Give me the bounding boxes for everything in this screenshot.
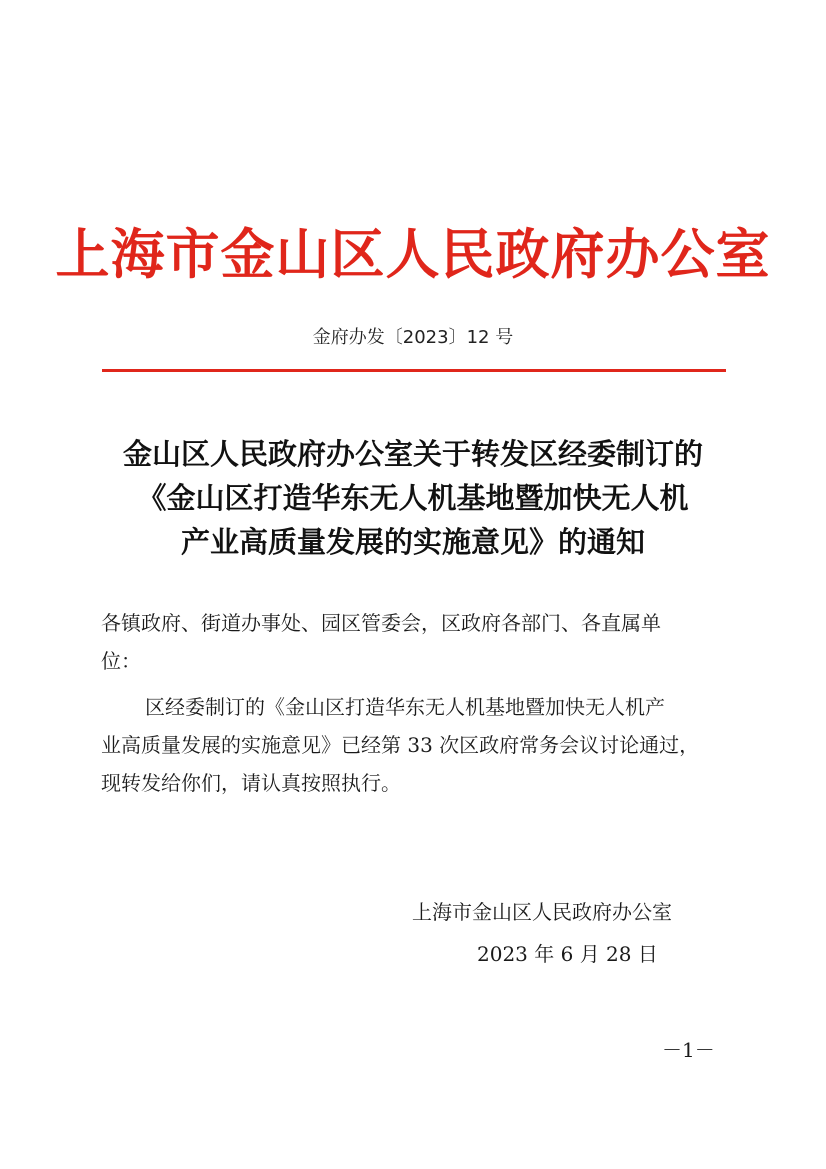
addressee-line-1: 各镇政府、街道办事处、园区管委会，区政府各部门、各直属单 bbox=[101, 611, 661, 635]
body-line-1: 区经委制订的《金山区打造华东无人机基地暨加快无人机产 bbox=[145, 695, 665, 719]
signature-issuer: 上海市金山区人民政府办公室 bbox=[412, 900, 672, 924]
body-line-2: 业高质量发展的实施意见》已经第 33 次区政府常务会议讨论通过， bbox=[101, 733, 700, 757]
red-divider-line bbox=[102, 369, 726, 372]
addressee-block bbox=[101, 604, 725, 680]
document-number: 金府办发〔2023〕12 号 bbox=[312, 327, 514, 348]
body-line-3: 现转发给你们，请认真按照执行。 bbox=[101, 771, 401, 795]
issuer-heading: 上海市金山区人民政府办公室 bbox=[55, 222, 771, 286]
title-line-2: 《金山区打造华东无人机基地暨加快无人机 bbox=[137, 481, 689, 515]
body-paragraph bbox=[101, 688, 725, 802]
title-line-3: 产业高质量发展的实施意见》的通知 bbox=[180, 525, 645, 559]
page-number: －1－ bbox=[662, 1038, 715, 1062]
addressee-line-2: 位： bbox=[101, 649, 141, 673]
document-title bbox=[60, 432, 766, 564]
signature-date: 2023 年 6 月 28 日 bbox=[477, 942, 658, 966]
title-line-1: 金山区人民政府办公室关于转发区经委制订的 bbox=[122, 437, 703, 471]
